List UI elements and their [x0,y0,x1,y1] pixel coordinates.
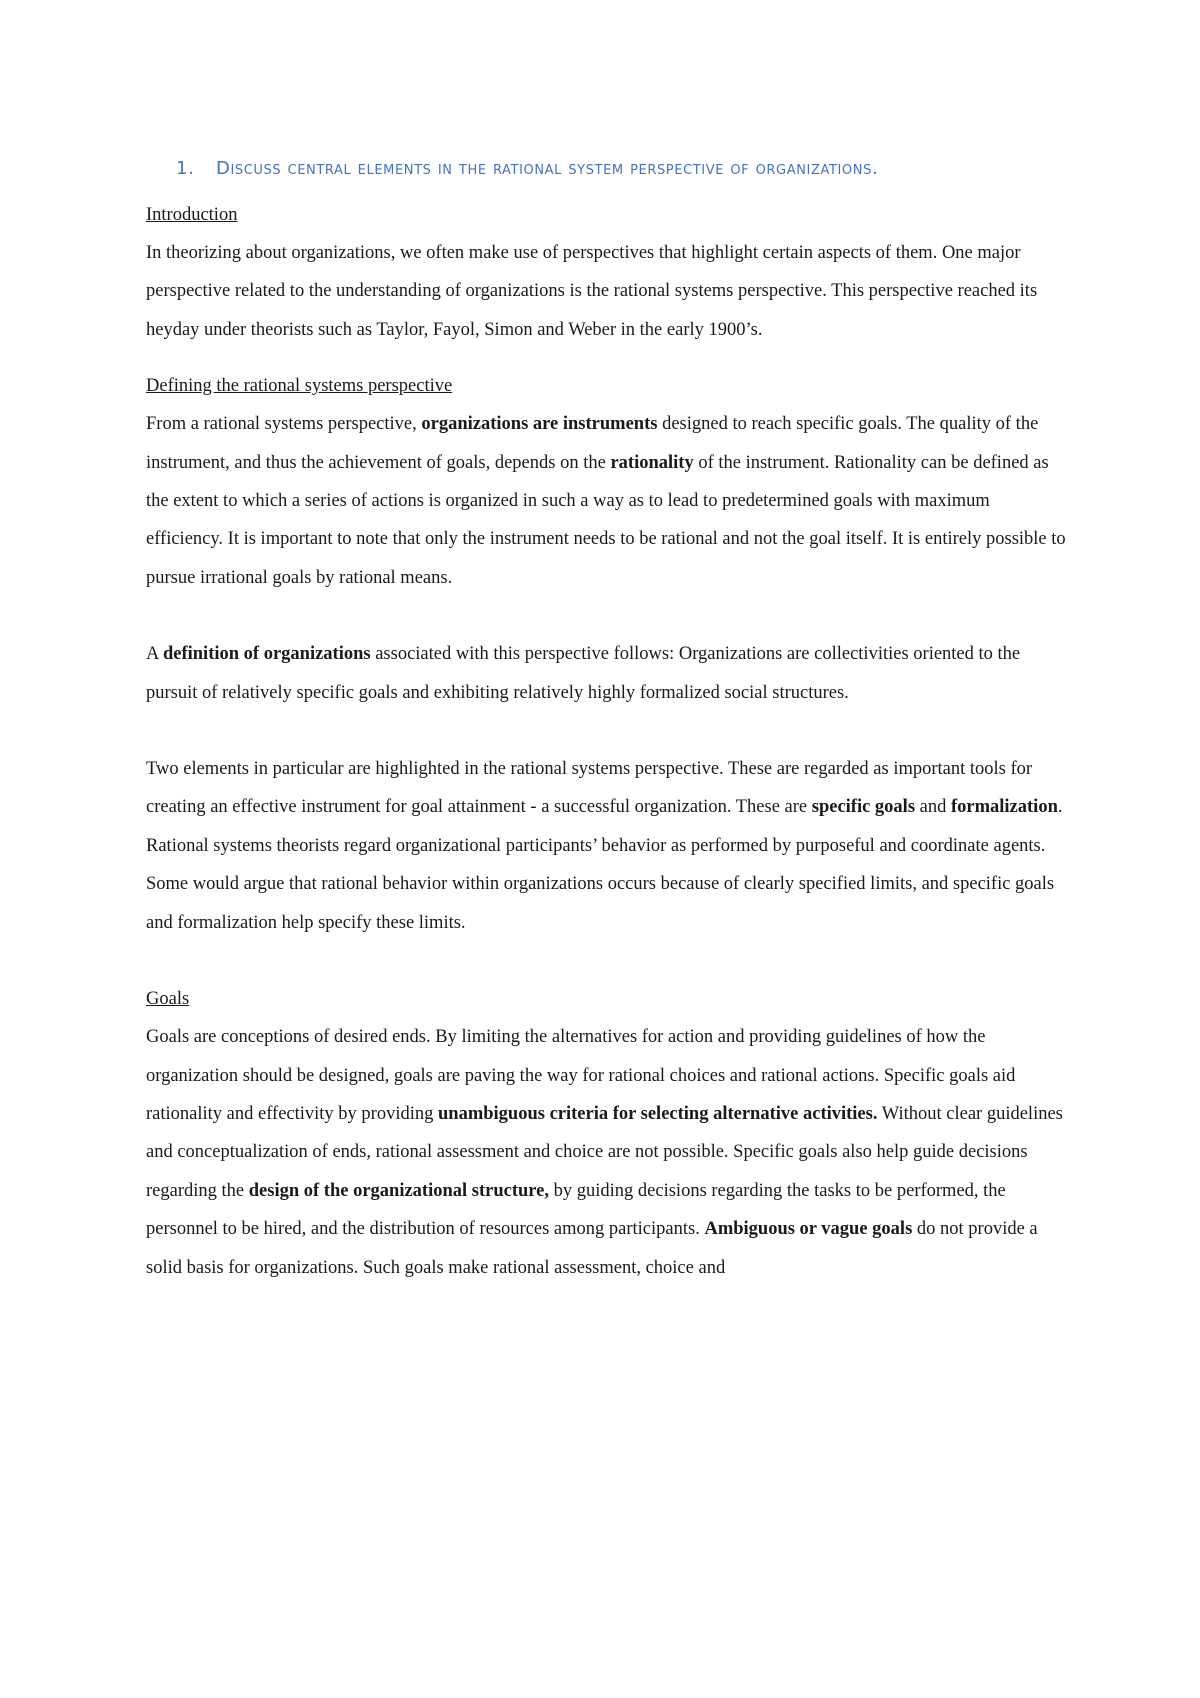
document-page [146,150,1066,1287]
paragraph-defining-1: From a rational systems perspective, organizations are instruments designed to reach specific goals. The quality of the instrument, and thus the achievement of goals, depends on the rationality of the instrument. Rationality can be defined as the extent to which a series of actions is organized in such a way as to lead to predetermined goals with maximum efficiency. It is important to note that only the instrument needs to be rational and not the goal itself. It is entirely possible to pursue irrational goals by rational means. [146,414,1066,588]
section-title-defining: Defining the rational systems perspective [146,376,453,397]
section-title-introduction: Introduction [146,205,238,225]
bold-phrase: formalization [951,797,1058,818]
bold-phrase: specific goals [811,797,916,818]
bold-phrase: organizations are instruments [421,414,658,435]
heading-text: Discuss central elements in the rational system perspective of organizations. [216,158,879,179]
bold-phrase: rationality [610,452,694,473]
paragraph-two-elements: Two elements in particular are highlighted in the rational systems perspective. These are regarded as important tools for creating an effective instrument for goal attainment - a successful organization. These are specific goals and formalization. Rational systems theorists regard organizational participants’ behavior as performed by purposeful and coordinate agents. Some would argue that rational behavior within organizations occurs because of clearly specified limits, and specific goals and formalization help specify these limits. [146,759,1063,933]
question-heading [176,150,1066,188]
section-title-goals: Goals [146,989,190,1010]
bold-phrase: Ambiguous or vague goals [704,1219,913,1240]
heading-number: 1. [176,158,195,179]
bold-phrase: unambiguous criteria for selecting alternative activities. [438,1103,878,1124]
bold-phrase: definition of organizations [162,644,371,665]
bold-phrase: design of the organizational structure, [248,1180,550,1201]
paragraph-definition: A definition of organizations associated with this perspective follows: Organizations are collectivities oriented to the pursuit of relatively specific goals and exhibiting relatively highly formalized social structures. [146,644,1021,703]
paragraph-goals: Goals are conceptions of desired ends. By limiting the alternatives for action and providing guidelines of how the organization should be designed, goals are paving the way for rational choices and rational actions. Specific goals aid rationality and effectivity by providing unambiguous criteria for selecting alternative activities. Without clear guidelines and conceptualization of ends, rational assessment and choice are not possible. Specific goals also help guide decisions regarding the design of the organizational structure, by guiding decisions regarding the tasks to be performed, the personnel to be hired, and the distribution of resources among participants. Ambiguous or vague goals do not provide a solid basis for organizations. Such goals make rational assessment, choice and [146,1027,1063,1278]
paragraph-introduction: In theorizing about organizations, we often make use of perspectives that highlight certain aspects of them. One major perspective related to the understanding of organizations is the rational systems perspective. This perspective reached its heyday under theorists such as Taylor, Fayol, Simon and Weber in the early 1900’s. [146,243,1038,340]
